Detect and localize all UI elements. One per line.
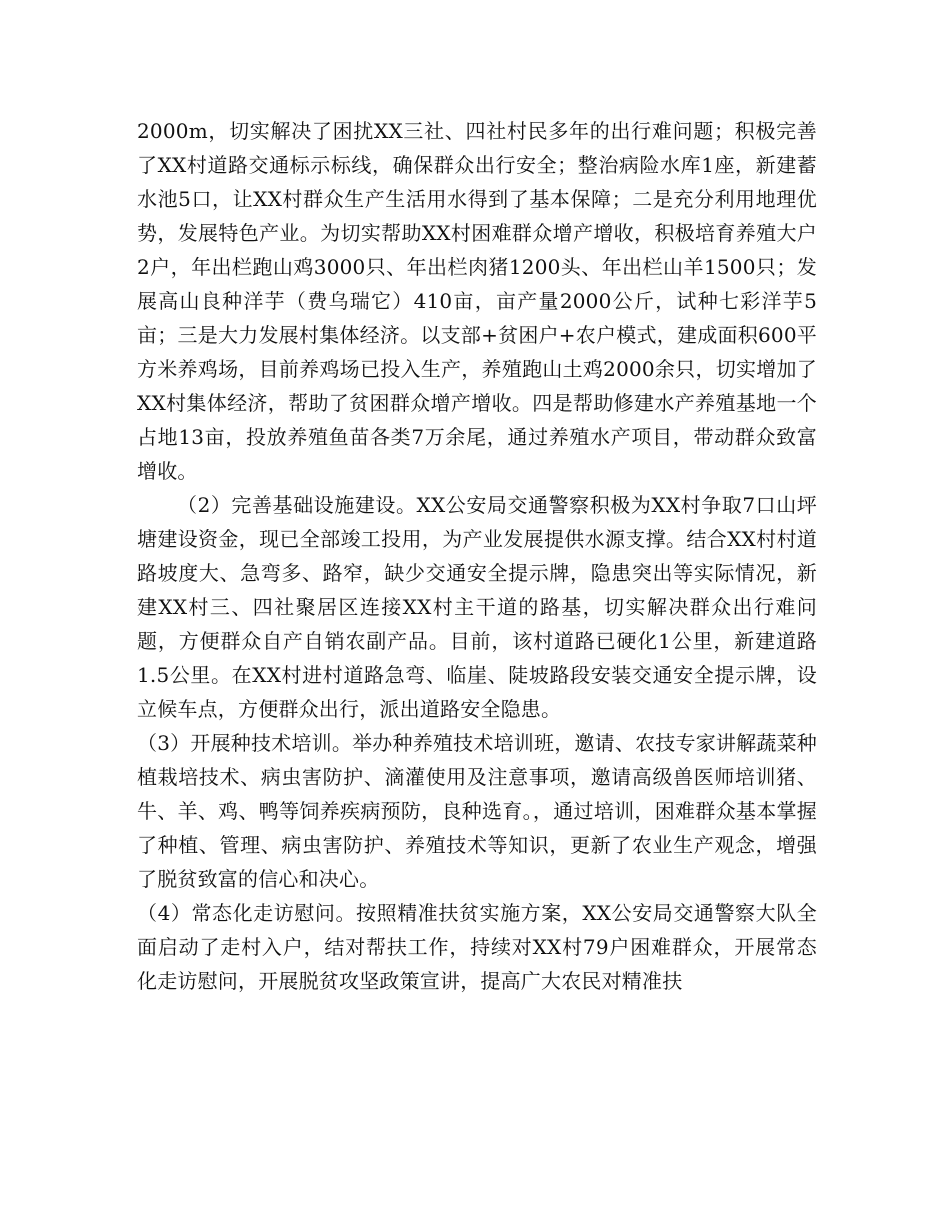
paragraph-road-and-industry: 2000m，切实解决了困扰XX三社、四社村民多年的出行难问题；积极完善了XX村道路交通标示标线，确保群众出行安全；整治病险水库1座，新建蓄水池5口，让XX村群众生产生活用水得到了基本保障；二是充分利用地理优势，发展特色产业。为切实帮助XX村困难群众增产增收，积极培育养殖大户2户，年出栏跑山鸡3000只、年出栏肉猪1200头、年出栏山羊1500只；发展高山良种洋芋（费乌瑞它）410亩，亩产量2000公斤，试种七彩洋芋5亩；三是大力发展村集体经济。以支部+贫困户+农户模式，建成面积600平方米养鸡场，目前养鸡场已投入生产，养殖跑山土鸡2000余只，切实增加了XX村集体经济，帮助了贫困群众增产增收。四是帮助修建水产养殖基地一个占地13亩，投放养殖鱼苗各类7万余尾，通过养殖水产项目，带动群众致富增收。 — [137, 119, 817, 483]
paragraph-infrastructure: （2）完善基础设施建设。XX公安局交通警察积极为XX村争取7口山坪塘建设资金，现已全部竣工投用，为产业发展提供水源支撑。结合XX村村道路坡度大、急弯多、路窄，缺少交通安全提示牌，隐患突出等实际情况，新建XX村三、四社聚居区连接XX村主干道的路基，切实解决群众出行难问题，方便群众自产自销农副产品。目前，该村道路已硬化1公里，新建道路1.5公里。在XX村进村道路急弯、临崖、陡坡路段安装交通安全提示牌，设立候车点，方便群众出行，派出道路安全隐患。 — [137, 493, 817, 721]
paragraph-regular-visits: （4）常态化走访慰问。按照精准扶贫实施方案，XX公安局交通警察大队全面启动了走村入户，结对帮扶工作，持续对XX村79户困难群众，开展常态化走访慰问，开展脱贫攻坚政策宣讲，提高广大农民对精准扶 — [137, 901, 817, 993]
document-body — [137, 114, 817, 998]
paragraph-technical-training: （3）开展种技术培训。举办种养殖技术培训班，邀请、农技专家讲解蔬菜种植栽培技术、病虫害防护、滴灌使用及注意事项，邀请高级兽医师培训猪、牛、羊、鸡、鸭等饲养疾病预防，良种选育。，通过培训，困难群众基本掌握了种植、管理、病虫害防护、养殖技术等知识，更新了农业生产观念，增强了脱贫致富的信心和决心。 — [137, 731, 817, 891]
